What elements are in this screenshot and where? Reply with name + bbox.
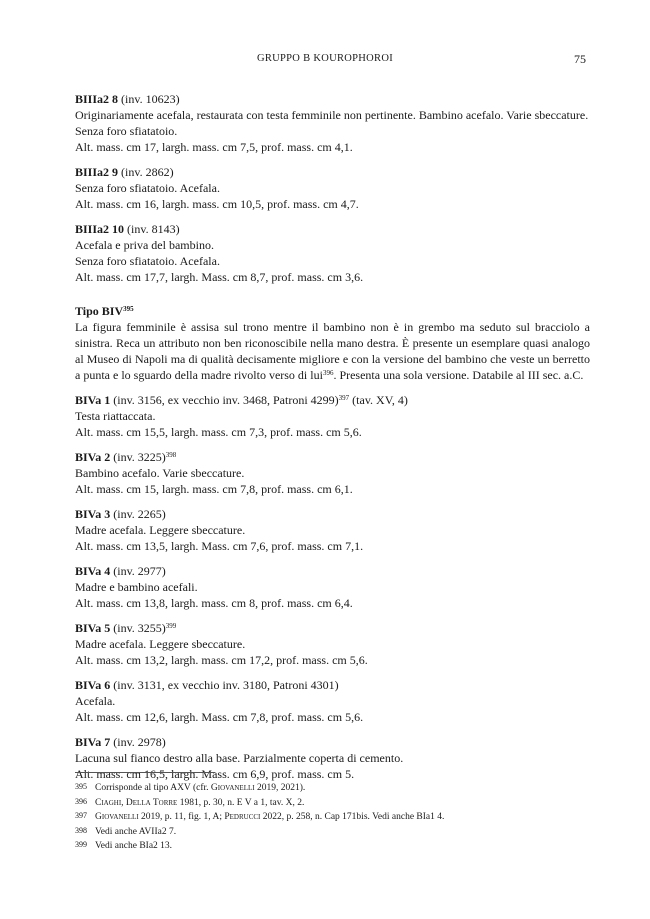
section-description-end: . Presenta una sola versione. Databile al III sec. a.C. — [333, 368, 584, 382]
entry-code: BIVa 3 — [75, 507, 111, 521]
footnote-397 — [75, 810, 590, 825]
footnote-run: Vedi anche AVIIa2 7. — [95, 826, 177, 837]
footnote-number: 396 — [75, 796, 87, 806]
entry-line: Alt. mass. cm 13,5, largh. Mass. cm 7,6, prof. mass. cm 7,1. — [75, 539, 364, 553]
footnote-text — [95, 810, 444, 825]
entry-line: Alt. mass. cm 15,5, largh. mass. cm 7,3, prof. mass. cm 5,6. — [75, 425, 362, 439]
footnote-395 — [75, 781, 590, 796]
entry-inventory: (inv. 2977) — [110, 564, 166, 578]
entry-line: Madre e bambino acefali. — [75, 580, 198, 594]
catalog-entry — [75, 620, 590, 668]
footnote-ref[interactable]: 398 — [165, 451, 177, 459]
entry-line: Madre acefala. Leggere sbeccature. — [75, 523, 246, 537]
footnote-text — [95, 781, 305, 796]
entry-code: BIIIa2 8 — [75, 92, 119, 106]
catalog-entry — [75, 506, 590, 554]
entry-inventory: (inv. 2978) — [110, 735, 166, 749]
footnote-text — [95, 839, 172, 854]
catalog-entry — [75, 221, 590, 285]
entry-inventory: (inv. 3255) — [110, 621, 166, 635]
catalog-entry — [75, 91, 590, 155]
footnote-number: 395 — [75, 782, 87, 791]
entry-line: Senza foro sfiatatoio. Acefala. — [75, 181, 220, 195]
footnote-number: 397 — [75, 811, 87, 820]
entry-code: BIVa 4 — [75, 564, 111, 578]
entry-line: Alt. mass. cm 13,2, largh. mass. cm 17,2, prof. mass. cm 5,6. — [75, 653, 368, 667]
entry-code: BIVa 1 — [75, 393, 111, 407]
author-name: Giovanelli — [210, 783, 255, 793]
catalog-entry — [75, 449, 590, 497]
entry-line: Acefala. — [75, 694, 116, 708]
footnote-separator — [75, 772, 215, 773]
entry-inventory: (inv. 8143) — [124, 222, 180, 236]
author-name: Giovanelli — [95, 812, 139, 822]
footnote-398 — [75, 825, 590, 840]
catalog-entry — [75, 164, 590, 212]
entry-line: Acefala e priva del bambino. — [75, 238, 214, 252]
entry-line: Alt. mass. cm 17, largh. mass. cm 7,5, prof. mass. cm 4,1. — [75, 140, 353, 154]
entry-inventory: (inv. 10623) — [118, 92, 180, 106]
footnote-number: 398 — [75, 825, 87, 835]
footnote-run: 2019, 2021). — [254, 783, 306, 793]
entry-line: Alt. mass. cm 17,7, largh. Mass. cm 8,7, prof. mass. cm 3,6. — [75, 270, 364, 284]
footnote-ref[interactable]: 397 — [338, 394, 350, 402]
entry-line: Bambino acefalo. Varie sbeccature. — [75, 466, 245, 480]
entry-line: Lacuna sul fianco destro alla base. Parzialmente coperta di cemento. — [75, 751, 404, 765]
entry-inventory: (inv. 3225) — [110, 450, 166, 464]
entry-line: Alt. mass. cm 15, largh. mass. cm 7,8, prof. mass. cm 6,1. — [75, 482, 353, 496]
running-title: GRUPPO B KOUROPHOROI — [256, 53, 394, 64]
entry-code: BIIIa2 10 — [75, 222, 125, 236]
footnote-399 — [75, 839, 590, 854]
footnote-run: 1981, p. 30, n. E V a 1, tav. X, 2. — [177, 797, 305, 808]
footnote-ref[interactable]: 399 — [165, 622, 177, 630]
entry-line: Originariamente acefala, restaurata con testa femminile non pertinente. Bambino acefalo. Varie sbeccature. — [75, 108, 589, 122]
entry-line: Alt. mass. cm 12,6, largh. Mass. cm 7,8, prof. mass. cm 5,6. — [75, 710, 364, 724]
footnote-number: 399 — [75, 840, 87, 849]
entry-inventory: (inv. 2862) — [118, 165, 174, 179]
section-description: La figura femminile è assisa sul trono mentre il bambino non è in grembo ma seduto sul bracciolo a sinistra. Reca un attributo non ben riconoscibile nella mano destra. È presente un esemplare quasi analogo al Museo di Napoli ma di qualità decisamente migliore e con la versione del bambino che veste un berretto a punta e lo sguardo della madre rivolto verso di lui — [75, 320, 590, 382]
catalog-entry — [75, 563, 590, 611]
entry-code: BIVa 2 — [75, 450, 111, 464]
entry-inventory: (inv. 3156, ex vecchio inv. 3468, Patroni 4299) — [110, 393, 339, 407]
catalog-entry — [75, 734, 590, 782]
entry-code: BIIIa2 9 — [75, 165, 119, 179]
entry-line: Madre acefala. Leggere sbeccature. — [75, 637, 246, 651]
entry-line: Alt. mass. cm 16, largh. mass. cm 10,5, prof. mass. cm 4,7. — [75, 197, 359, 211]
section-title: Tipo BIV — [75, 304, 124, 318]
entry-line: Alt. mass. cm 16,5, largh. Mass. cm 6,9, prof. mass. cm 5. — [75, 767, 355, 781]
footnote-run: Corrisponde al tipo AXV (cfr. — [95, 783, 211, 793]
catalog-entry — [75, 392, 590, 440]
author-name: Ciaghi, Della Torre — [95, 797, 178, 808]
footnote-text — [95, 825, 176, 840]
entry-line: Senza foro sfiatatoio. Acefala. — [75, 254, 220, 268]
author-name: Pedrucci — [224, 812, 261, 822]
footnote-text — [95, 796, 304, 811]
page-header — [0, 53, 650, 69]
entry-inventory: (inv. 3131, ex vecchio inv. 3180, Patroni 4301) — [110, 678, 339, 692]
footnote-run: 2022, p. 258, n. Cap 171bis. Vedi anche BIa1 4. — [260, 812, 445, 822]
footnote-ref[interactable]: 395 — [123, 305, 134, 313]
catalog-entry — [75, 677, 590, 725]
entry-line: Senza foro sfiatatoio. — [75, 124, 178, 138]
entry-line: Alt. mass. cm 13,8, largh. mass. cm 8, prof. mass. cm 6,4. — [75, 596, 353, 610]
entry-line: Testa riattaccata. — [75, 409, 156, 423]
entry-code: BIVa 6 — [75, 678, 111, 692]
footnote-run: 2019, p. 11, fig. 1, A; — [138, 812, 225, 822]
footnote-run: Vedi anche BIa2 13. — [95, 841, 173, 851]
page-number: 75 — [574, 52, 586, 66]
entry-code: BIVa 5 — [75, 621, 111, 635]
entry-plate-ref: (tav. XV, 4) — [349, 393, 408, 407]
main-text — [75, 91, 590, 791]
type-section — [75, 303, 590, 383]
entry-inventory: (inv. 2265) — [110, 507, 166, 521]
footnote-ref[interactable]: 396 — [322, 369, 334, 377]
footnotes — [75, 781, 590, 854]
entry-code: BIVa 7 — [75, 735, 111, 749]
footnote-396 — [75, 796, 590, 811]
